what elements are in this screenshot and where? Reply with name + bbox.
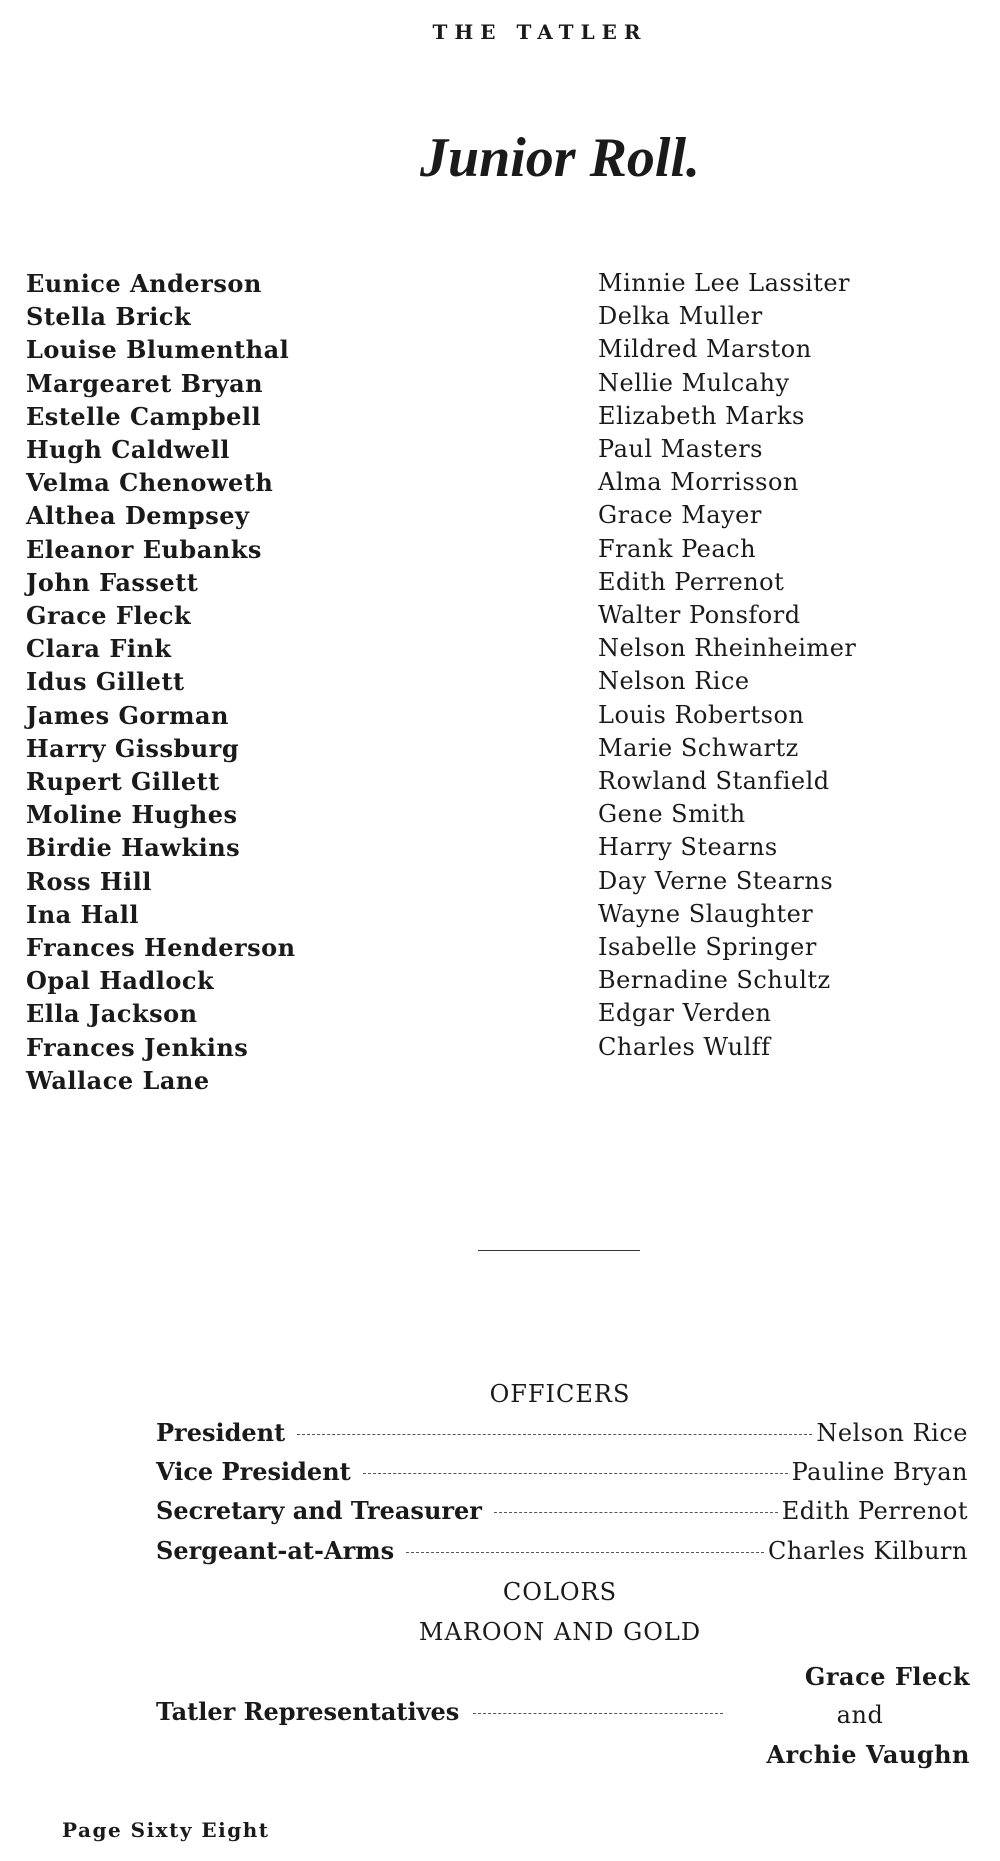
roll-name: Delka Muller (598, 302, 763, 331)
roll-name: Harry Stearns (598, 833, 778, 862)
dot-leader (297, 1434, 812, 1435)
representative-name: Archie Vaughn (766, 1740, 970, 1769)
officer-role: Sergeant-at-Arms (156, 1536, 395, 1565)
roll-name: Frances Jenkins (26, 1032, 249, 1062)
colors-heading: COLORS (502, 1578, 618, 1606)
officer-row-vice-president (156, 1457, 968, 1486)
officer-name: Edith Perrenot (781, 1497, 968, 1525)
roll-name: Minnie Lee Lassiter (598, 269, 851, 297)
officer-row-president (156, 1418, 968, 1447)
roll-name: Idus Gillett (26, 667, 185, 697)
roll-name: John Fassett (26, 567, 199, 597)
roll-name: Elizabeth Marks (598, 401, 805, 430)
roll-name: Ross Hill (26, 866, 152, 896)
representative-name: Grace Fleck (804, 1662, 970, 1691)
officers-heading: OFFICERS (489, 1380, 631, 1408)
officer-row-secretary-treasurer (156, 1496, 968, 1525)
roll-name: Birdie Hawkins (26, 833, 241, 863)
colors-value: MAROON AND GOLD (418, 1618, 702, 1646)
page-number: Page Sixty Eight (62, 1818, 270, 1842)
roll-name: Nelson Rice (598, 667, 750, 696)
officer-name: Nelson Rice (816, 1419, 968, 1447)
roll-name: Hugh Caldwell (26, 435, 230, 465)
roll-name: Nelson Rheinheimer (598, 634, 857, 663)
roll-name: Isabelle Springer (598, 933, 817, 962)
roll-name: Opal Hadlock (26, 966, 215, 996)
roll-name: Althea Dempsey (26, 501, 250, 531)
representatives-conjunction: and (836, 1701, 884, 1729)
roll-name: Margearet Bryan (26, 368, 264, 398)
roll-name: Velma Chenoweth (26, 468, 274, 498)
page-title: Junior Roll. (419, 127, 701, 189)
roll-name: Eunice Anderson (26, 269, 262, 298)
officer-name: Charles Kilburn (768, 1537, 968, 1565)
roll-name: Frances Henderson (26, 933, 296, 963)
representatives-label: Tatler Representatives (156, 1697, 460, 1726)
roll-name: Walter Ponsford (598, 601, 801, 630)
roll-name: Bernadine Schultz (598, 966, 831, 995)
officer-role: President (156, 1418, 286, 1447)
officer-role: Vice President (156, 1457, 351, 1486)
roll-name: Grace Fleck (26, 601, 192, 631)
roll-name: Estelle Campbell (26, 401, 262, 431)
running-head: THE TATLER (432, 20, 648, 44)
roll-name: Rowland Stanfield (598, 767, 830, 796)
roll-name: Edgar Verden (598, 999, 772, 1028)
section-divider (478, 1250, 640, 1251)
roll-name: Wallace Lane (26, 1065, 210, 1095)
roll-name: Eleanor Eubanks (26, 534, 262, 564)
roll-name: Edith Perrenot (598, 567, 785, 596)
roll-name: Louis Robertson (598, 700, 805, 729)
representatives-names (750, 1657, 970, 1774)
roll-name: Marie Schwartz (598, 733, 799, 762)
roll-name: Paul Masters (598, 435, 763, 464)
junior-roll-right-column (598, 267, 856, 1064)
roll-name: Rupert Gillett (26, 767, 220, 797)
roll-name: Ina Hall (26, 899, 140, 929)
roll-name: Day Verne Stearns (598, 866, 834, 895)
dot-leader (473, 1713, 723, 1714)
dot-leader (494, 1512, 778, 1513)
roll-name: Mildred Marston (598, 335, 812, 364)
dot-leader (406, 1552, 764, 1553)
roll-name: Nellie Mulcahy (598, 368, 790, 397)
junior-roll-left-column (26, 267, 296, 1097)
roll-name: Gene Smith (598, 800, 746, 829)
roll-name: Charles Wulff (598, 1032, 771, 1061)
roll-name: Grace Mayer (598, 501, 762, 530)
roll-name: Harry Gissburg (26, 733, 240, 763)
officer-role: Secretary and Treasurer (156, 1496, 482, 1525)
roll-name: Alma Morrisson (598, 468, 799, 497)
roll-name: Moline Hughes (26, 800, 238, 830)
roll-name: Ella Jackson (26, 999, 198, 1029)
roll-name: Louise Blumenthal (26, 335, 290, 365)
roll-name: James Gorman (26, 700, 229, 730)
roll-name: Frank Peach (598, 534, 757, 563)
officer-row-sergeant-at-arms (156, 1536, 968, 1565)
representatives-row (156, 1697, 723, 1726)
roll-name: Clara Fink (26, 634, 172, 664)
officer-name: Pauline Bryan (791, 1458, 968, 1486)
roll-name: Stella Brick (26, 302, 192, 332)
roll-name: Wayne Slaughter (598, 899, 814, 928)
dot-leader (363, 1473, 788, 1474)
